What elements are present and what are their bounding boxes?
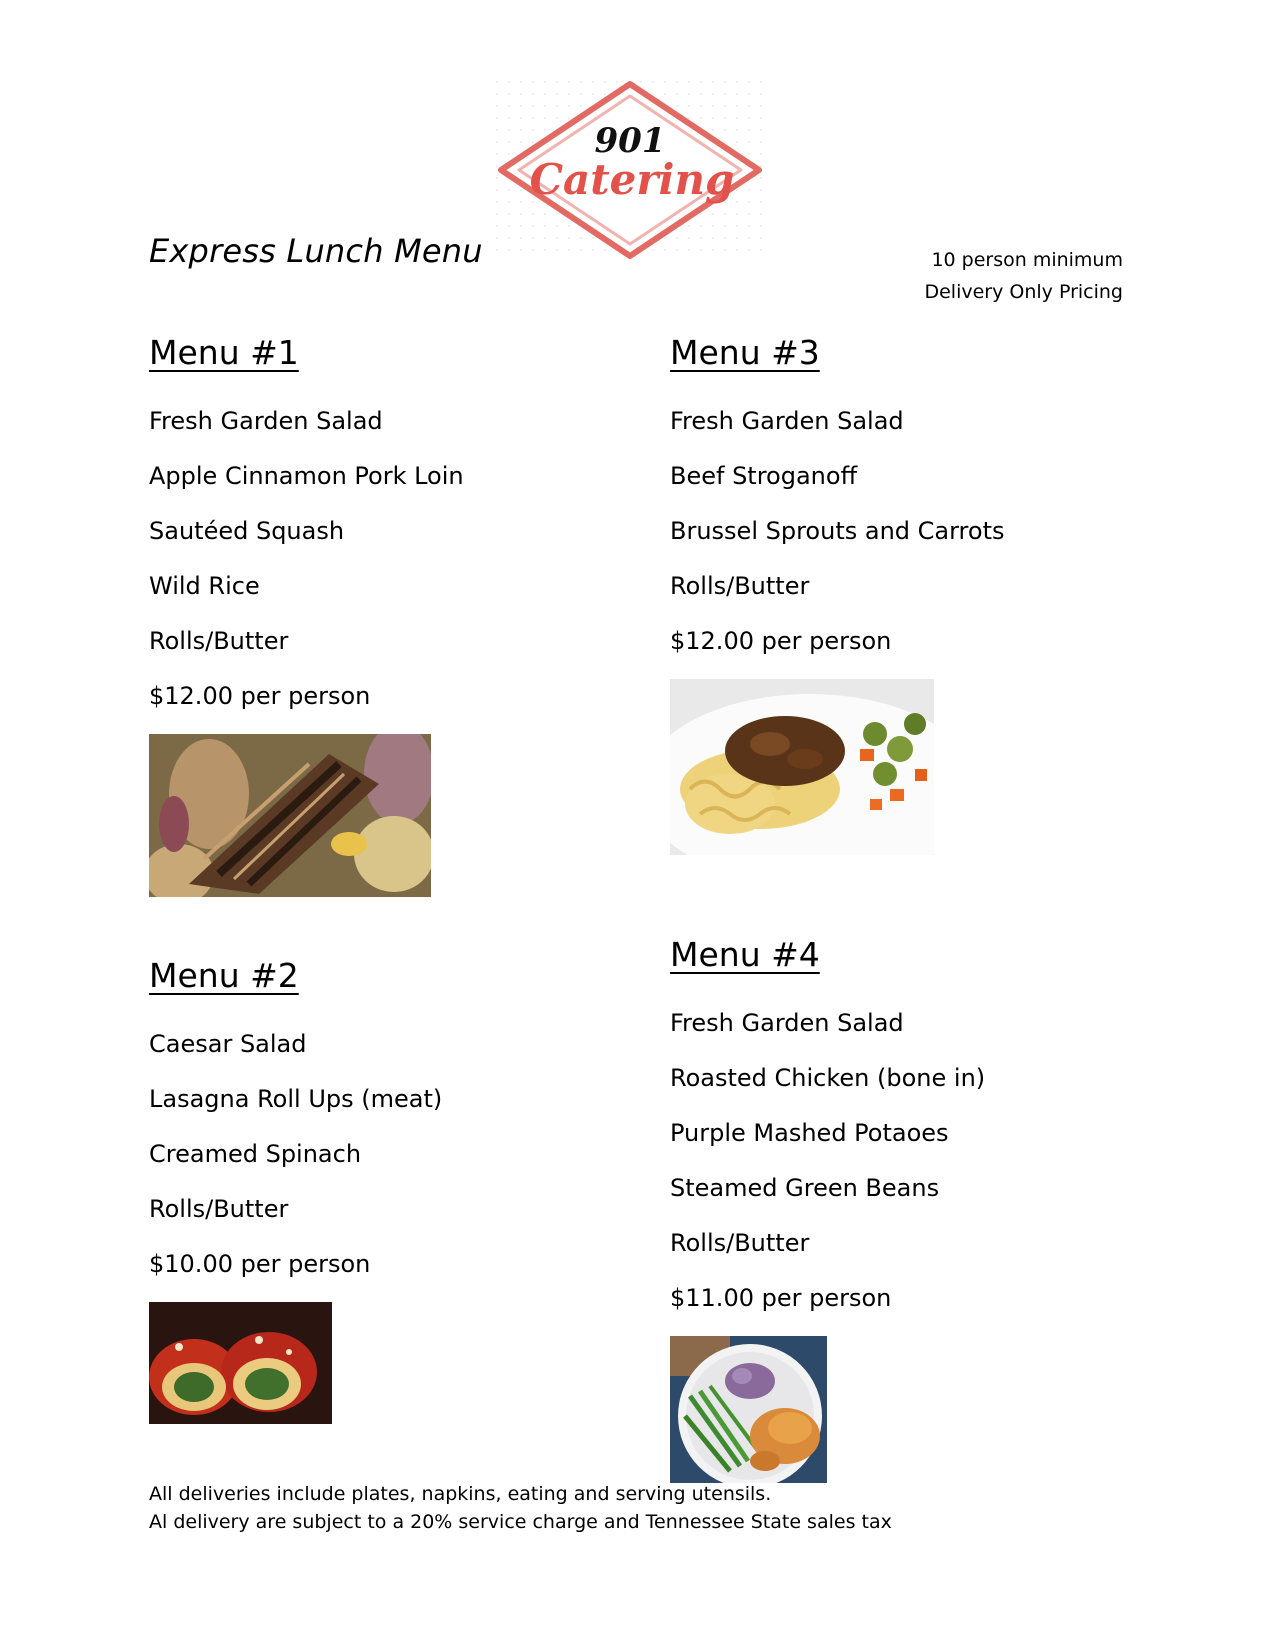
menu-price: $12.00 per person: [149, 682, 371, 710]
pork-loin-photo: [149, 734, 431, 897]
menu-heading: Menu #1: [149, 333, 299, 372]
menu-3: [670, 332, 1150, 855]
menu-item: Rolls/Butter: [149, 627, 289, 655]
menu-item: Beef Stroganoff: [670, 462, 858, 490]
menu-2: [149, 955, 629, 1424]
menu-item: Brussel Sprouts and Carrots: [670, 517, 1005, 545]
menu-1: [149, 332, 629, 897]
menu-price: $11.00 per person: [670, 1284, 892, 1312]
menu-item: Fresh Garden Salad: [670, 407, 904, 435]
menu-item: Fresh Garden Salad: [670, 1009, 904, 1037]
menu-item: Rolls/Butter: [670, 1229, 810, 1257]
menu-item: Rolls/Butter: [670, 572, 810, 600]
menu-item: Creamed Spinach: [149, 1140, 362, 1168]
minimum-note: 10 person minimum: [931, 249, 1123, 271]
menu-4: [670, 934, 1150, 1483]
menu-item: Purple Mashed Potaoes: [670, 1119, 949, 1147]
menu-item: Rolls/Butter: [149, 1195, 289, 1223]
pricing-note: Delivery Only Pricing: [924, 281, 1123, 303]
footer-line: All deliveries include plates, napkins, eating and serving utensils.: [149, 1483, 772, 1505]
delivery-footer: [149, 1480, 892, 1536]
logo-word: Catering: [529, 155, 735, 204]
menu-item: Sautéed Squash: [149, 517, 345, 545]
menu-heading: Menu #3: [670, 333, 820, 372]
menu-item: Roasted Chicken (bone in): [670, 1064, 986, 1092]
page-title: Express Lunch Menu: [149, 232, 483, 270]
lasagna-roll-ups-photo: [149, 1302, 332, 1424]
ordering-notes: [924, 244, 1123, 308]
roasted-chicken-photo: [670, 1336, 827, 1483]
menu-item: Wild Rice: [149, 572, 260, 600]
footer-line: Al delivery are subject to a 20% service charge and Tennessee State sales tax: [149, 1511, 892, 1533]
menu-item: Lasagna Roll Ups (meat): [149, 1085, 443, 1113]
menu-price: $12.00 per person: [670, 627, 892, 655]
menu-price: $10.00 per person: [149, 1250, 371, 1278]
menu-heading: Menu #4: [670, 935, 820, 974]
menu-item: Apple Cinnamon Pork Loin: [149, 462, 464, 490]
menu-item: Steamed Green Beans: [670, 1174, 940, 1202]
menu-item: Fresh Garden Salad: [149, 407, 383, 435]
logo-number: 901: [594, 121, 666, 161]
catering-logo: [495, 80, 765, 260]
beef-stroganoff-photo: [670, 679, 934, 855]
menu-heading: Menu #2: [149, 956, 299, 995]
menu-item: Caesar Salad: [149, 1030, 307, 1058]
